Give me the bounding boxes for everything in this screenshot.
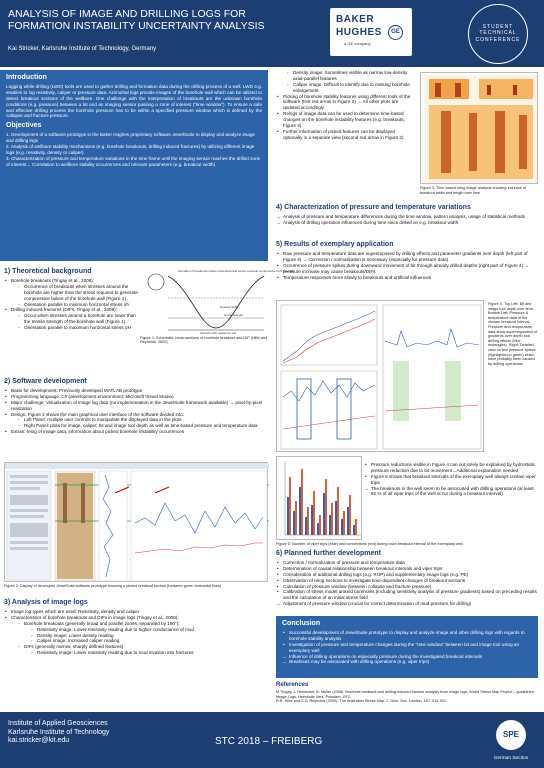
figure-5-viper-trips bbox=[276, 456, 362, 540]
bullet-item: • Determination of causal relationship between breakout intervals and viper trips bbox=[276, 566, 538, 572]
sub-bullet: ◦ Caliper image: Increased caliper reading bbox=[30, 638, 270, 644]
arrow-item: → Influence of drilling operations on especially pressure during the investigated breakout intervals bbox=[282, 654, 532, 660]
bullet-item: • Further information of picked features can be displayed optionally in a separate view (second red arrow in Figure 2) bbox=[276, 129, 412, 141]
poster-footer bbox=[0, 712, 544, 768]
baker-hughes-logo: BAKER HUGHES a GE company GE bbox=[330, 8, 412, 56]
pressure-temperature-plots bbox=[277, 301, 485, 453]
bullet-item: • Consideration of additional drilling logs (e.g. ROP) and supplementary image logs (e.g. PE) bbox=[276, 572, 538, 578]
sub-bullet: ◦ Density image: Sometimes visible as narrow low-density axial-parallel features bbox=[286, 70, 412, 82]
student-technical-conference-logo: STUDENT TECHNICAL CONFERENCE bbox=[468, 4, 528, 64]
arrow-item: → Breakouts may be associated with drilling operations (e.g. viper trips) bbox=[282, 659, 532, 665]
objective-item: 3. Characterization of pressure and temperature variations in the time frame until the imaging sensor reaches the drilled zone of interest→ Correlation to wellbore stability occurrences and relevant parameters (e.g. breakout width) bbox=[6, 155, 261, 167]
spe-globe-icon: SPE bbox=[496, 720, 526, 750]
email-address: kai.stricker@kit.edu bbox=[8, 737, 70, 745]
section-results bbox=[276, 241, 538, 280]
sub-bullet: ◦ Resistivity image: Lower resistivity reading due to mud invasion into fractures bbox=[30, 650, 270, 656]
fig1-axis-label: Azimuth with respect to σH bbox=[200, 331, 236, 335]
section-heading: 1) Theoretical background bbox=[4, 268, 92, 275]
bullet-item: • Design: Figure 2 shows the main graphical user interface of the software divided into: ◦ Left Panel: multiple user controls to manipulate the displayed data in the plots ◦ Right Panel: plots for image, caliper, bit and image tool depth as well as time based pressure and temperature data bbox=[4, 412, 270, 430]
sub-bullet: ◦ Occur when stresses around a borehole are lower than the tensile strength of the borehole wall (Figure 1) bbox=[17, 313, 138, 325]
arrow-item: → Analysis of pressure and temperature differences during the time window, pattern analysis, usage of statistical methods bbox=[276, 214, 538, 220]
introduction-box bbox=[0, 70, 268, 261]
sub-bullet: ◦ Borehole breakouts (generally broad and parallel zones, separated by 180°): ◦ Resistivity image: Lower resistivity reading due to higher conductance of mud ◦ Density image: Lower density reading ◦ Caliper image: Increased caliper reading bbox=[17, 621, 270, 645]
section-software-development bbox=[4, 378, 270, 435]
sub-bullet: ◦ Orientation parallel to maximum horizontal stress σH bbox=[17, 325, 138, 331]
sub-bullet: ◦ Left Panel: multiple user controls to manipulate the displayed data in the plots bbox=[17, 417, 270, 423]
conclusion-heading: Conclusion bbox=[282, 620, 321, 627]
bullet-item: • Occurrence of pressure spikes during downward movement of bit through already drilled depths (right part of Figure 4) → pressure increase may cause breakouts/DIFs bbox=[276, 263, 538, 275]
bullet-item: • Major challenge: Visualization of image log data (no implementation in the JewelSuite framework available) → pixel-by-pixel realization bbox=[4, 400, 270, 412]
bullet-item: • Basis for development: Previously developed MATLAB prototype bbox=[4, 388, 270, 394]
sub-bullet: ◦ DIFs (generally narrow, sharply defined features): ◦ Resistivity image: Lower resistivity reading due to mud invasion into fractures bbox=[17, 644, 270, 656]
figure-2-caption: Figure 2: Display of developed JewelSuite software prototype showing a picked breakout section (between green horizontal lines) bbox=[4, 584, 222, 588]
bullet-item: • Temperature responses more slowly to breakouts and artificial influences bbox=[276, 275, 538, 281]
bullet-item: • Successful development of JewelSuite prototype to display and analyze image and other drilling logs with regards to borehole stability analysis bbox=[282, 630, 532, 642]
objectives-heading: Objectives bbox=[6, 122, 42, 130]
figure-2-software-screenshot bbox=[4, 462, 268, 582]
fig1-label-right: breakout width bbox=[220, 305, 239, 309]
borehole-section bbox=[148, 274, 164, 290]
sub-bullet: ◦ Density image: Lower density reading bbox=[30, 633, 270, 639]
section-further-development bbox=[276, 550, 538, 607]
institute-contact: Institute of Applied Geosciences Karlsruhe Institute of Technology kai.stricker@kit.edu bbox=[8, 720, 110, 745]
section-heading: 4) Characterization of pressure and temperature variations bbox=[276, 204, 471, 211]
bullet-item: • Picking of borehole stability features using different tools of the software (first red arrow in Figure 2) → All other plots are updated accordingly bbox=[276, 94, 412, 112]
bullet-item: • Pressure reductions visible in Figure 4 can not solely be explained by hydrostatic pressure reduction due to bit movement→Additional explanation needed bbox=[364, 462, 538, 474]
bullet-item: • Correction / normalization of pressure and temperature data bbox=[276, 560, 538, 566]
section-heading: 2) Software development bbox=[4, 378, 87, 385]
sub-bullet: ◦ Resistivity image: Lower resistivity reading due to higher conductance of mud bbox=[30, 627, 270, 633]
conclusion-box bbox=[276, 616, 538, 678]
introduction-heading: Introduction bbox=[6, 74, 47, 81]
bullet-item: • Investigation of pressure and temperature changes during the "time window" between bit and image tool using an exemplary well bbox=[282, 642, 532, 654]
relog-image-panels bbox=[421, 73, 539, 185]
bullet-item: • Drilling induced fractures (DIFs; Tingay et al., 2008): ◦ Occur when stresses around a borehole are lower than the tensile strength of the borehole wall (Figure 1) ◦ Orientation parallel to maximum horizontal stress σH bbox=[4, 307, 138, 331]
bullet-item: • Image log types which are used: Resistivity, density and caliper bbox=[4, 609, 270, 615]
section-characterization bbox=[276, 204, 538, 226]
figure-3-relog-images bbox=[420, 72, 538, 184]
ge-logo: GE bbox=[388, 25, 403, 40]
bullet-item: • Observation of relog sections to investigate time-dependent changes of breakout sections bbox=[276, 578, 538, 584]
references-section bbox=[276, 681, 538, 704]
reference-item: R.R. Hillis and S.D. Reynolds (2000): The Australian Stress Map, J. Geol. Soc. London, 157, 915-921. bbox=[276, 699, 448, 704]
objective-item: 2. Analysis of wellbore stability mechanisms (e.g. borehole breakouts, drilling induced fractures) by utilizing different image logs (e.g. resistivity, density or caliper) bbox=[6, 144, 255, 155]
bullet-item: • Programming language: C# (development environment: Microsoft Visual Studio) bbox=[4, 394, 270, 400]
references-heading: References bbox=[276, 682, 309, 688]
bullet-item: • Extras: relog of image data, information about picked borehole instability occurrences bbox=[4, 429, 270, 435]
arrow-item: → The breakouts in the well seem to be associated with drilling operations (at least 82 % of all viper trips of the well occur during a breakout interval) bbox=[364, 486, 538, 498]
poster-title: ANALYSIS OF IMAGE AND DRILLING LOGS FOR FORMATION INSTABILITY UNCERTAINTY ANALYSIS bbox=[8, 8, 265, 32]
sub-bullet: ◦ Orientation parallel to minimum horizontal stress σh bbox=[17, 302, 138, 308]
section-theoretical-background bbox=[4, 268, 138, 331]
stress-curve bbox=[168, 276, 264, 328]
author-line: Kai Stricker, Karlsruhe Institute of Technology, Germany bbox=[8, 46, 157, 52]
section-heading: 6) Planned further development bbox=[276, 550, 382, 557]
results-discussion bbox=[364, 462, 538, 497]
figure-5-caption: Figure 5: Number of viper trips (blue) and connections (red) during each breakout interval of the exemplary well bbox=[276, 542, 463, 546]
conference-name: STC 2018 – FREIBERG bbox=[215, 736, 323, 747]
figure-3-caption: Figure 3: Time-based relog image analysis showing increase of breakout width and length over time bbox=[420, 186, 527, 195]
bullet-item: • Raw pressure and temperature data are superimposed by drilling effects and parameter gradients over depth (left part of Figure 4) → Correction / normalization is necessary (especially for pressure data) bbox=[276, 251, 538, 263]
bullet-item: • Calculation of pressure window (between collapse and fracture pressure) bbox=[276, 584, 538, 590]
spe-logo bbox=[486, 720, 534, 768]
bullet-item: • Characteristics of borehole breakouts and DIFs in image logs (Tingay et al., 2008): ◦ Borehole breakouts (generally broad and parallel zones, separated by 180°): ◦ Resistivity image: Lower resistivity reading due to higher conductance of mud ◦ Density image: Lower density reading ◦ Caliper image: Increased caliper reading ◦ DIFs (generally narrow, sharply defined features): ◦ Resistivity image: Lower resistivity reading due to mud invasion into fractures bbox=[4, 615, 270, 656]
reference-item: M.Tingay, J. Reinecker, B. Müller (2008): Borehole breakout and drilling-induced fracture analysis from image logs, World Stress Map Project – guidelines: Image Logs, Helmholtz Vent. Potsdam, GFZ. bbox=[276, 690, 535, 699]
fig1-label-top: formation of breakouts where circumferential stress exceeds compressive rock strength bbox=[178, 269, 294, 273]
section-heading: 5) Results of exemplary application bbox=[276, 241, 394, 248]
fig1-label-tensile: tensile strength bbox=[224, 313, 243, 317]
figure-1 bbox=[140, 268, 294, 348]
objective-item: 1. Development of a software prototype in the Baker Hughes proprietary software JewelSuite to display and analyze image and drilling logs bbox=[6, 132, 255, 144]
introduction-text: Logging while drilling (LWD) tools are used to gather drilling and formation data during the drilling process of a well. LWD e.g. enables to log resistivity, caliper or pressure data. Azimuthal logs provide images of the borehole wall which can be utilized to detect breakout sections of the wellbore. One challenge with the interpretation of breakouts are the unknown borehole conditions (e.g. pressure) between a bit and an imaging sensor passing a zone of interest ("time window"). To ensure a safe and effective drilling process the borehole pressure has to be within a specified pressure window which is defined by the collapse and fracture pressure. bbox=[6, 84, 262, 119]
sub-bullet: ◦ Right Panel: plots for image, caliper, bit and image tool depth as well as time based pressure and temperature data bbox=[17, 423, 270, 429]
software-ui-illustration bbox=[5, 463, 269, 583]
bullet-item: • Figure 5 shows that breakout intervals of the exemplary well always contain viper trips bbox=[364, 474, 538, 486]
section-analysis-image-logs bbox=[4, 599, 270, 656]
poster-header bbox=[0, 0, 544, 67]
bullet-item: • Borehole breakouts (Tingay et al., 2008): ◦ Occurrence of breakouts when stresses around the borehole are higher than the stress required to generate compressive failure of the borehole wall (Figure 1) ◦ Orientation parallel to minimum horizontal stress σh bbox=[4, 278, 138, 307]
arrow-item: → Adjustment of pressure window (crucial for correct determination of mud pressure for drilling) bbox=[276, 601, 538, 607]
arrow-item: → Analysis of drilling operation influences during time since drilled on e.g. breakout width bbox=[276, 220, 538, 226]
section-heading: 3) Analysis of image logs bbox=[4, 599, 88, 606]
figure-4-caption: Figure 4: Top Left: Bit and image tool depth over time. Bottom Left: Pressure & temperature data of the chosen breakout interval. Pressure and temperature data show superimposition of gradients over depth and drilling effects (blue rectangles). Right: Detailed view on two pressure spikes (highlighted in green) which have probably been caused by drilling operations bbox=[488, 302, 538, 366]
viper-trips-bar-chart bbox=[277, 457, 363, 541]
stress-diagram bbox=[140, 268, 294, 335]
bullet-item: • Relogs of image data can be used to determine time-based changes on the borehole instability features (e.g. breakouts, Figure 3) bbox=[276, 111, 412, 129]
figure-4-pressure-temperature bbox=[276, 300, 484, 452]
section-analysis-image-logs-continued bbox=[276, 70, 412, 141]
sub-bullet: ◦ Occurrence of breakouts when stresses around the borehole are higher than the stress required to generate compressive failure of the borehole wall (Figure 1) bbox=[17, 284, 138, 302]
sub-bullet: ◦ Caliper image: Difficult to identify due to missing borehole enlargement bbox=[286, 82, 412, 94]
bullet-item: • Calibration of stress model around boreholes (including sensitivity analysis of pressure gradients) based on preceding results and the calculation of an initial stress field bbox=[276, 589, 538, 601]
german-section-label: German Section bbox=[493, 756, 529, 761]
figure-1-caption: Figure 1: Schematic cross-sections of borehole breakout and DIF (Hillis and Reynolds, 2000) bbox=[140, 335, 268, 345]
